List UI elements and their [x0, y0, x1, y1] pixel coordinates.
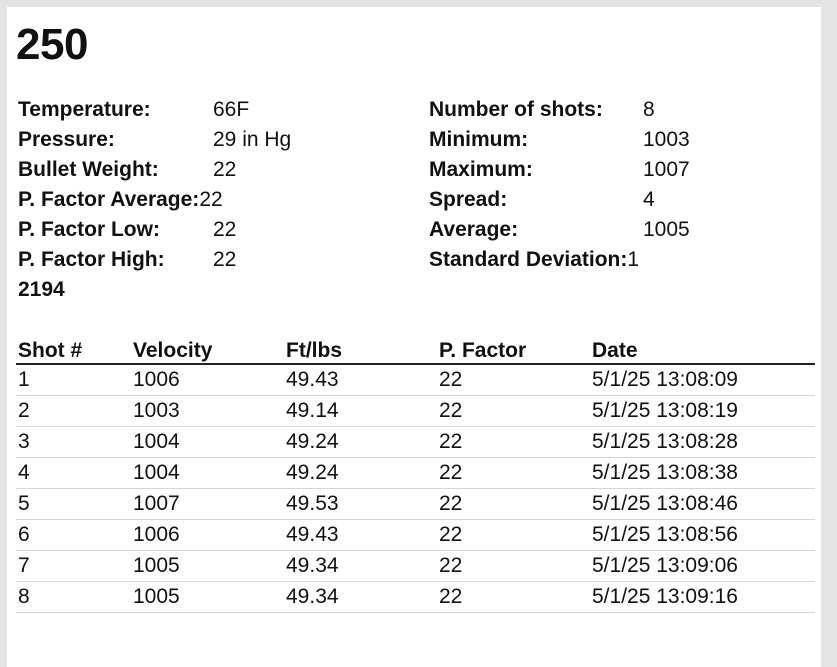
- cell-pfactor: 22: [437, 582, 590, 613]
- stat-row-standard-deviation: [429, 245, 809, 275]
- cell-velocity: 1006: [131, 364, 284, 396]
- stat-row-pfactor-low: [18, 215, 418, 245]
- table-row: [16, 489, 815, 520]
- cell-velocity: 1005: [131, 582, 284, 613]
- stat-row-pfactor-high: [18, 245, 418, 275]
- column-header-date: Date: [590, 333, 815, 364]
- column-header-velocity: Velocity: [131, 333, 284, 364]
- stat-value: 1003: [643, 128, 690, 151]
- cell-date: 5/1/25 13:08:56: [590, 520, 815, 551]
- header-row: [16, 333, 815, 364]
- stat-value: 1005: [643, 218, 690, 241]
- stat-label: Minimum:: [429, 128, 529, 151]
- cell-velocity: 1004: [131, 458, 284, 489]
- column-header-shot: Shot #: [16, 333, 131, 364]
- cell-date: 5/1/25 13:08:28: [590, 427, 815, 458]
- stat-value: 66F: [213, 98, 250, 121]
- stat-value: 8: [643, 98, 655, 121]
- shots-table-body: [16, 364, 815, 613]
- cell-shot: 2: [16, 396, 131, 427]
- stat-value: 1: [627, 248, 640, 271]
- cell-pfactor: 22: [437, 427, 590, 458]
- cell-velocity: 1005: [131, 551, 284, 582]
- stat-label: Maximum:: [429, 158, 533, 181]
- cell-velocity: 1006: [131, 520, 284, 551]
- conditions-panel: [18, 95, 418, 275]
- cell-date: 5/1/25 13:09:06: [590, 551, 815, 582]
- cell-ftlbs: 49.53: [284, 489, 437, 520]
- cell-ftlbs: 49.34: [284, 551, 437, 582]
- stat-label: Temperature:: [18, 98, 151, 121]
- statistics-panel: [429, 95, 809, 275]
- stat-label: Standard Deviation:: [429, 248, 628, 271]
- column-header-ftlbs: Ft/lbs: [284, 333, 437, 364]
- stat-row-pfactor-average: [18, 185, 418, 215]
- stat-row-bullet-weight: [18, 155, 418, 185]
- stat-label: P. Factor Average:: [18, 188, 200, 211]
- stat-row-spread: [429, 185, 809, 215]
- cell-ftlbs: 49.34: [284, 582, 437, 613]
- stat-value: 29 in Hg: [213, 128, 292, 151]
- stat-value: 22: [213, 158, 237, 181]
- cell-velocity: 1004: [131, 427, 284, 458]
- table-row: [16, 364, 815, 396]
- extra-value: 2194: [18, 278, 65, 301]
- stat-row-maximum: [429, 155, 809, 185]
- cell-date: 5/1/25 13:09:16: [590, 582, 815, 613]
- stat-row-average: [429, 215, 809, 245]
- stat-row-number-of-shots: [429, 95, 809, 125]
- stat-row-pressure: [18, 125, 418, 155]
- stat-row-minimum: [429, 125, 809, 155]
- cell-pfactor: 22: [437, 551, 590, 582]
- cell-date: 5/1/25 13:08:38: [590, 458, 815, 489]
- stat-value: 4: [643, 188, 655, 211]
- stat-label: Average:: [429, 218, 519, 241]
- table-row: [16, 520, 815, 551]
- stat-value: 22: [213, 248, 237, 271]
- column-header-pfactor: P. Factor: [437, 333, 590, 364]
- cell-ftlbs: 49.14: [284, 396, 437, 427]
- cell-pfactor: 22: [437, 364, 590, 396]
- stat-label: Pressure:: [18, 128, 115, 151]
- report-card: [7, 7, 821, 667]
- cell-shot: 6: [16, 520, 131, 551]
- shots-table-header: [16, 333, 815, 364]
- cell-pfactor: 22: [437, 458, 590, 489]
- cell-shot: 3: [16, 427, 131, 458]
- cell-date: 5/1/25 13:08:09: [590, 364, 815, 396]
- report-title: 250: [16, 20, 88, 69]
- cell-date: 5/1/25 13:08:46: [590, 489, 815, 520]
- stat-label: Bullet Weight:: [18, 158, 159, 181]
- stat-label: Number of shots:: [429, 98, 603, 121]
- cell-shot: 1: [16, 364, 131, 396]
- cell-shot: 7: [16, 551, 131, 582]
- cell-ftlbs: 49.24: [284, 427, 437, 458]
- cell-ftlbs: 49.43: [284, 364, 437, 396]
- stat-value: 22: [199, 188, 223, 211]
- cell-shot: 5: [16, 489, 131, 520]
- table-row: [16, 582, 815, 613]
- stat-label: P. Factor High:: [18, 248, 165, 271]
- cell-velocity: 1003: [131, 396, 284, 427]
- cell-ftlbs: 49.24: [284, 458, 437, 489]
- cell-ftlbs: 49.43: [284, 520, 437, 551]
- table-row: [16, 458, 815, 489]
- table-row: [16, 427, 815, 458]
- cell-velocity: 1007: [131, 489, 284, 520]
- cell-pfactor: 22: [437, 520, 590, 551]
- cell-shot: 4: [16, 458, 131, 489]
- cell-pfactor: 22: [437, 489, 590, 520]
- cell-shot: 8: [16, 582, 131, 613]
- cell-pfactor: 22: [437, 396, 590, 427]
- stat-value: 1007: [643, 158, 690, 181]
- cell-date: 5/1/25 13:08:19: [590, 396, 815, 427]
- table-row: [16, 396, 815, 427]
- shots-table: [16, 333, 815, 613]
- stat-row-temperature: [18, 95, 418, 125]
- stat-value: 22: [213, 218, 237, 241]
- stat-label: Spread:: [429, 188, 508, 211]
- stat-label: P. Factor Low:: [18, 218, 160, 241]
- table-row: [16, 551, 815, 582]
